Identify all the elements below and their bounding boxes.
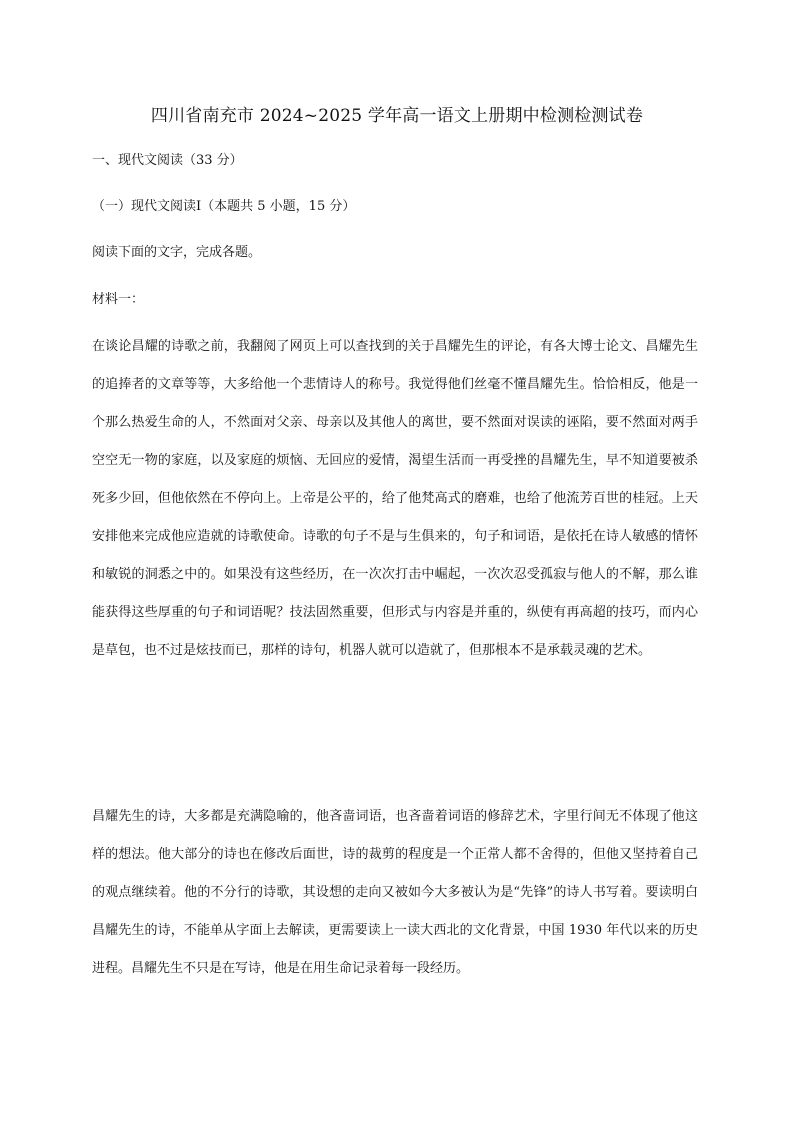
material-label: 材料一：	[92, 292, 145, 307]
paragraph-1: 在谈论昌耀的诗歌之前，我翻阅了网页上可以查找到的关于昌耀先生的评论，有各大博士论文、昌耀先生的追捧者的文章等等，大多给他一个悲情诗人的称号。我觉得他们丝毫不懂昌耀先生。恰恰相反，他是一个那么热爱生命的人，不然面对父亲、母亲以及其他人的离世，要不然面对误读的诬陷，要不然面对两手空空无一物的家庭，以及家庭的烦恼、无回应的爱情，渴望生活而一再受挫的昌耀先生，早不知道要被杀死多少回，但他依然在不停向上。上帝是公平的，给了他梵高式的磨难，也给了他流芳百世的桂冠。上天安排他来完成他应造就的诗歌使命。诗歌的句子不是与生俱来的，句子和词语，是依托在诗人敏感的情怀和敏锐的洞悉之中的。如果没有这些经历，在一次次打击中崛起，一次次忍受孤寂与他人的不解，那么谁能获得这些厚重的句子和词语呢？技法固然重要，但形式与内容是并重的，纵使有再高超的技巧，而内心是草包，也不过是炫技而已，那样的诗句，机器人就可以造就了，但那根本不是承载灵魂的艺术。	[92, 339, 698, 658]
document-title: 四川省南充市 2024~2025 学年高一语文上册期中检测检测试卷	[150, 106, 644, 126]
subsection-heading: （一）现代文阅读Ⅰ（本题共 5 小题，15 分）	[92, 199, 356, 214]
section-heading: 一、现代文阅读（33 分）	[92, 153, 243, 168]
paragraph-2: 昌耀先生的诗，大多都是充满隐喻的，他吝啬词语，也吝啬着词语的修辞艺术，字里行间无不体现了他这样的想法。他大部分的诗也在修改后面世，诗的裁剪的程度是一个正常人都不舍得的，但他又坚持着自己的观点继续着。他的不分行的诗歌，其设想的走向又被如今大多被认为是“先锋”的诗人书写着。要读明白昌耀先生的诗，不能单从字面上去解读，更需要读上一读大西北的文化背景，中国 1930 年代以来的历史进程。昌耀先生不只是在写诗，他是在用生命记录着每一段经历。	[92, 809, 698, 976]
reading-instruction: 阅读下面的文字，完成各题。	[92, 245, 262, 260]
